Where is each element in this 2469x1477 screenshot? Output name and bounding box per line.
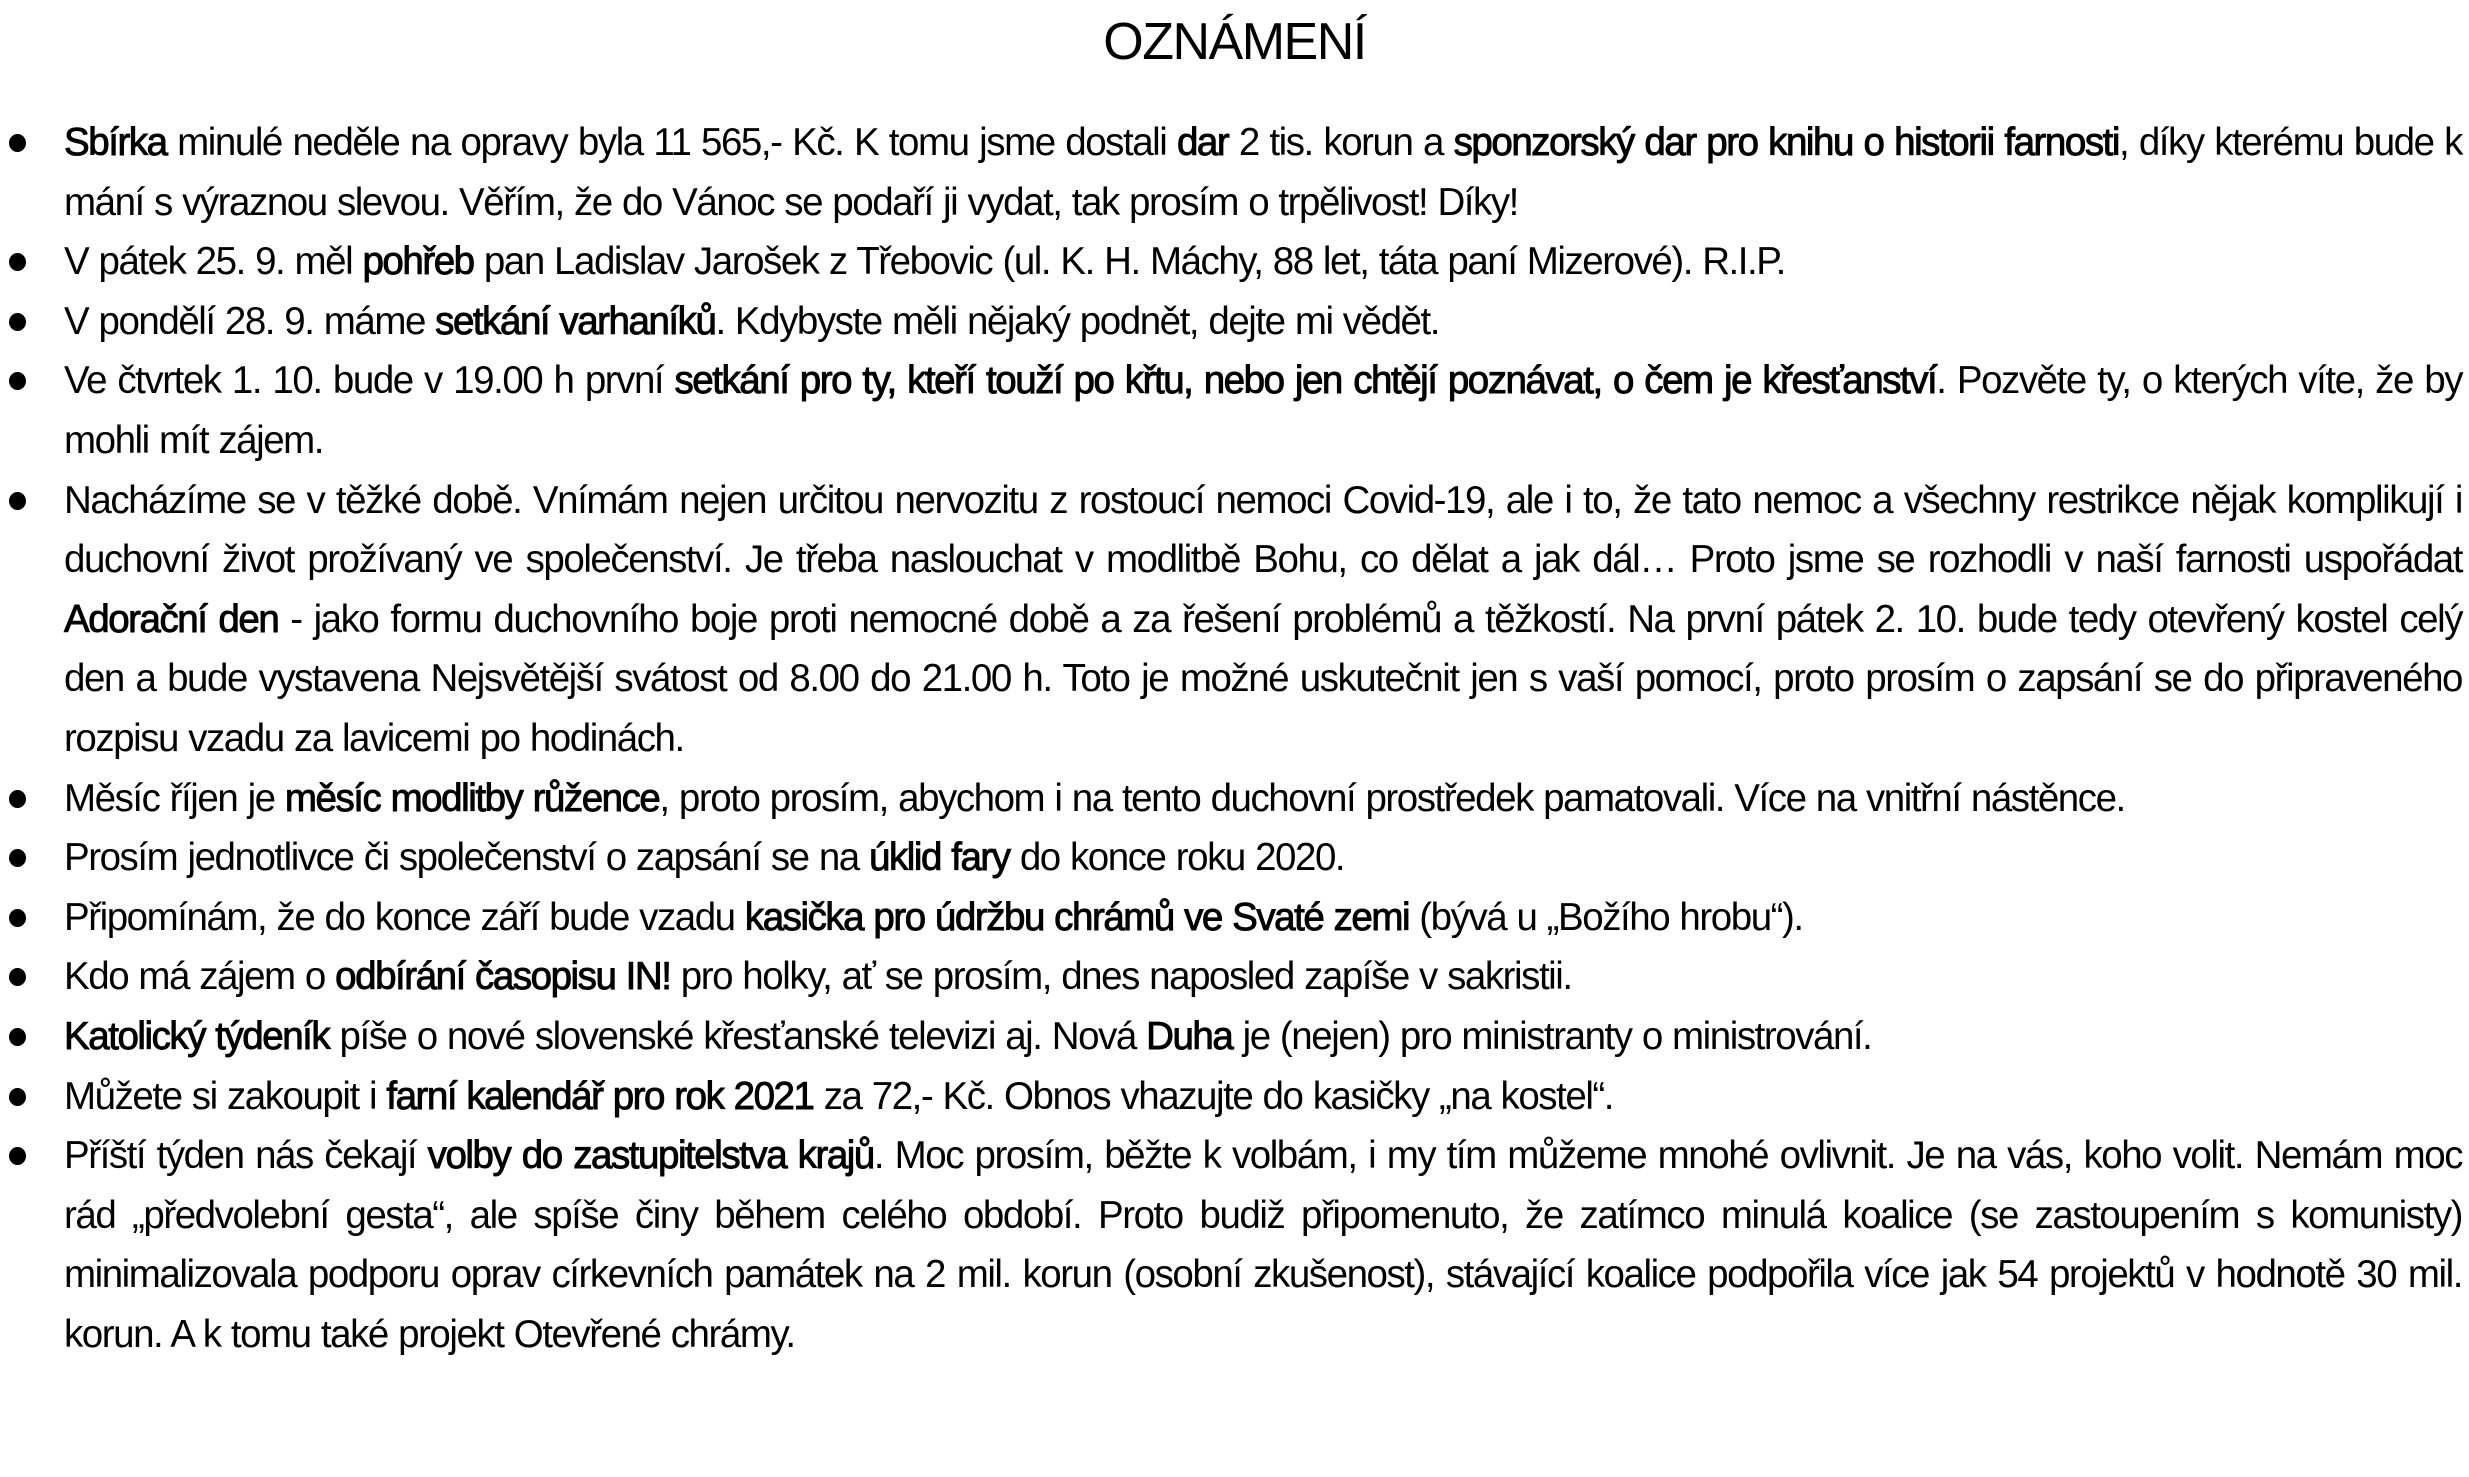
- item-text: za 72,- Kč. Obnos vhazujte do kasičky „na kostel“.: [813, 1074, 1614, 1118]
- bullet-icon: [9, 849, 26, 867]
- item-text: , díky kterému bude k mání s výraznou slevou. Věřím, že do Vánoc se podaří ji vydat, tak prosím o trpělivost! Díky!: [64, 121, 2462, 224]
- emphasized-text: setkání varhaníků: [435, 299, 716, 343]
- item-text: Kdo má zájem o: [64, 955, 336, 999]
- bullet-icon: [9, 492, 26, 510]
- announcement-item: [0, 888, 2462, 948]
- emphasized-text: kasička pro údržbu chrámů ve Svaté zemi: [744, 895, 1410, 939]
- item-text: Ve čtvrtek 1. 10. bude v 19.00 h první: [64, 359, 675, 403]
- announcement-item: [0, 1007, 2462, 1067]
- announcement-item: [0, 113, 2462, 232]
- emphasized-text: volby do zastupitelstva krajů: [427, 1134, 874, 1178]
- emphasized-text: úklid fary: [869, 836, 1010, 880]
- item-text: pro holky, ať se prosím, dnes naposled zapíše v sakristii.: [670, 955, 1572, 999]
- item-text: do konce roku 2020.: [1009, 836, 1345, 880]
- announcement-item: [0, 232, 2462, 292]
- announcement-list: [0, 113, 2462, 1364]
- announcement-item: [0, 828, 2462, 888]
- item-text: Můžete si zakoupit i: [64, 1074, 387, 1118]
- announcement-item: [0, 1067, 2462, 1127]
- item-text: (bývá u „Božího hrobu“).: [1409, 895, 1803, 939]
- bullet-icon: [9, 313, 26, 331]
- emphasized-text: dar: [1176, 121, 1229, 164]
- emphasized-text: odbírání časopisu IN!: [335, 955, 671, 999]
- emphasized-text: pohřeb: [362, 240, 474, 284]
- item-text: - jako formu duchovního boje proti nemocné době a za řešení problémů a těžkostí. Na první pátek 2. 10. bude tedy otevřený kostel celý den a bude vystavena Nejsvětější svátost od 8.00 do 21.00 h. Toto je možné uskutečnit jen s vaší pomocí, proto prosím o zapsání se do připraveného rozpisu vzadu za lavicemi po hodinách.: [64, 597, 2462, 760]
- announcement-item: [0, 351, 2462, 470]
- item-text: je (nejen) pro ministranty o ministrování.: [1232, 1014, 1872, 1058]
- emphasized-text: Duha: [1146, 1014, 1233, 1058]
- announcement-item: [0, 292, 2462, 352]
- announcement-item: [0, 1126, 2462, 1364]
- item-text: . Pozvěte ty, o kterých víte, že by mohli mít zájem.: [64, 359, 2463, 462]
- announcement-item: [0, 769, 2462, 829]
- item-text: , proto prosím, abychom i na tento duchovní prostředek pamatovali. Více na vnitřní nástěnce.: [659, 776, 2125, 820]
- item-text: pan Ladislav Jarošek z Třebovic (ul. K. H. Máchy, 88 let, táta paní Mizerové). R.I.P.: [473, 240, 1785, 284]
- item-text: . Kdybyste měli nějaký podnět, dejte mi vědět.: [715, 299, 1439, 343]
- emphasized-text: měsíc modlitby růžence: [284, 776, 660, 820]
- item-text: píše o nové slovenské křesťanské televizi aj. Nová: [329, 1014, 1147, 1058]
- bullet-icon: [9, 1088, 26, 1106]
- item-text: Nacházíme se v těžké době. Vnímám nejen určitou nervozitu z rostoucí nemoci Covid-19, ale i to, že tato nemoc a všechny restrikce nějak komplikují i duchovní život prožívaný ve společenství. Je třeba naslouchat v modlitbě Bohu, co dělat a jak dál… Proto jsme se rozhodli v naší farnosti uspořádat: [64, 478, 2462, 582]
- bullet-icon: [9, 134, 26, 152]
- emphasized-text: Katolický týdeník: [64, 1014, 330, 1058]
- bullet-icon: [9, 790, 26, 808]
- bullet-icon: [9, 968, 26, 986]
- item-text: Měsíc říjen je: [64, 776, 285, 820]
- bullet-icon: [9, 253, 26, 271]
- item-text: V pátek 25. 9. měl: [64, 240, 363, 284]
- bullet-icon: [9, 372, 26, 390]
- announcement-item: [0, 947, 2462, 1007]
- emphasized-text: sponzorský dar pro knihu o historii farnosti: [1453, 121, 2119, 164]
- page-title: OZNÁMENÍ: [1103, 13, 1366, 71]
- bullet-icon: [9, 909, 26, 927]
- emphasized-text: Adorační den: [64, 597, 279, 641]
- item-text: 2 tis. korun a: [1228, 121, 1454, 164]
- item-text: Prosím jednotlivce či společenství o zapsání se na: [64, 836, 870, 880]
- emphasized-text: Sbírka: [64, 121, 167, 164]
- item-text: Připomínám, že do konce září bude vzadu: [64, 895, 745, 939]
- item-text: . Moc prosím, běžte k volbám, i my tím můžeme mnohé ovlivnit. Je na vás, koho volit. Nemám moc rád „předvolební gesta“, ale spíše činy během celého období. Proto budiž připomenuto, že zatímco minulá koalice (se zastoupením s komunisty) minimalizovala podporu oprav církevních památek na 2 mil. korun (osobní zkušenost), stávající koalice podpořila více jak 54 projektů v hodnotě 30 mil. korun. A k tomu také projekt Otevřené chrámy.: [64, 1134, 2462, 1356]
- emphasized-text: farní kalendář pro rok 2021: [386, 1074, 814, 1118]
- item-text: V pondělí 28. 9. máme: [64, 299, 436, 343]
- announcement-item: [0, 471, 2462, 769]
- bullet-icon: [9, 1147, 26, 1165]
- bullet-icon: [9, 1028, 26, 1046]
- emphasized-text: setkání pro ty, kteří touží po křtu, nebo jen chtějí poznávat, o čem je křesťanství: [674, 359, 1937, 403]
- item-text: minulé neděle na opravy byla 11 565,- Kč. K tomu jsme dostali: [166, 121, 1177, 164]
- item-text: Příští týden nás čekají: [64, 1134, 428, 1178]
